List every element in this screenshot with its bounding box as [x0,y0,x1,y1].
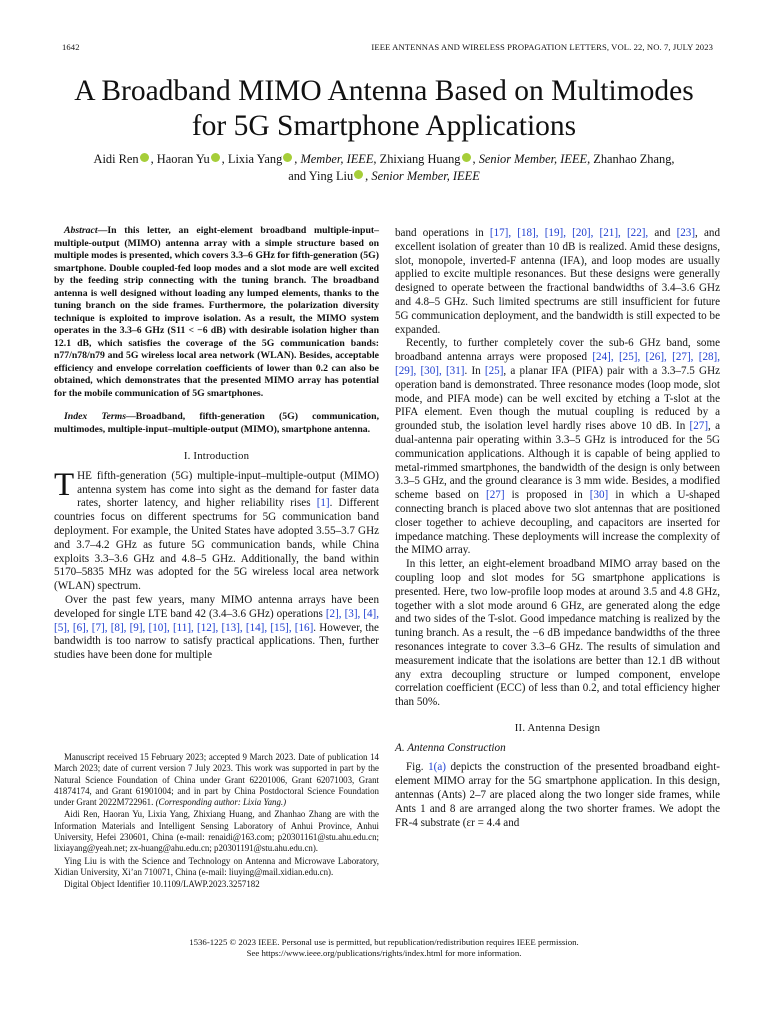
orcid-icon[interactable] [140,153,149,162]
footnote-manuscript: Manuscript received 15 February 2023; accepted 9 March 2023. Date of publication 14 March 2023; date of current version 7 July 2023. This work was supported in part by the Natural Science Foundation of China under Grant 62201006, Grant 62071003, Grant 41874174, and Grant 61901004; and in part by China Postdoctoral Science Foundation under Grant 2022M722961. (Corresponding author: Lixia Yang.) [54,752,379,808]
index-terms-text: —Broadband, fifth-generation (5G) communication, multimodes, multiple-input–multiple-output (MIMO), smartphone antenna. [54,411,380,435]
author-line-2: and Ying Liu , Senior Member, IEEE [288,169,480,183]
citation-link[interactable]: [1] [316,497,330,510]
section-heading-introduction: I. Introduction [183,450,250,462]
title-line-1: A Broadband MIMO Antenna Based on Multimodes [74,75,694,107]
subsection-heading-construction: A. Antenna Construction [395,741,506,754]
author-role: Member, IEEE [300,152,374,166]
intro-paragraph-1: THE fifth-generation (5G) multiple-input–multiple-output (MIMO) antenna system has come into sight as the demand for faster data rates, shorter latency, and higher reliability rises [1]. Different countries focus on different spectrums for 5G communication band deployment. For example, the United States have adopted 3.55–3.7 GHz and 3.7–4.2 GHz as future 5G communication bands, while China exploits 3.3–3.6 GHz and 4.8–5 GHz. Additionally, the band within 5170–5835 MHz was adopted for the 5G wireless local area network (WLAN) spectrum. [54,466,380,593]
citation-link[interactable]: [27] [486,489,505,502]
footnote-affiliation-1: Aidi Ren, Haoran Yu, Lixia Yang, Zhixiang Huang, and Zhanhao Zhang are with the Information Materials and Intelligent Sensing Laboratory of Anhui Province, Anhui University, Hefei 230601, China (e-mail: renaidi@163.com; p20301161@stu.ahu.edu.cn; lixiayang@yeah.net; zx-huang@ahu.edu.cn; p20301191@stu.ahu.edu.cn). [54,809,379,854]
author-role: Senior Member, IEEE [371,169,480,183]
citation-link[interactable]: [30] [589,489,609,502]
footnote-doi: Digital Object Identifier 10.1109/LAWP.2023.3257182 [64,879,260,890]
body-paragraph: Fig. 1(a) depicts the construction of the presented broadband eight-element MIMO array for the 5G smartphone application. In this design, antennas (Ants) 2–7 are placed along the two longer side frames, while Ants 1 and 8 are arranged along the two shorter frames. We adopt the FR-4 substrate (εr = 4.4 and [395,761,720,829]
footnote-affiliation-2: Ying Liu is with the Science and Technology on Antenna and Microwave Laboratory, Xidian University, Xi’an 710071, China (e-mail: liuying@mail.xidian.edu.cn). [54,855,379,877]
author-role: Senior Member, IEEE [478,152,588,166]
footnote-block [54,752,379,892]
figure-link[interactable]: 1(a) [428,761,446,774]
citation-link[interactable]: [24], [25], [26], [27], [28], [29], [30], [31] [395,351,721,377]
citation-link[interactable]: [2], [3], [4], [5], [6], [7], [8], [9], [10], [11], [12], [13], [14], [15], [16] [54,607,379,634]
body-paragraph: In this letter, an eight-element broadband MIMO array based on the coupling loop and slot modes for 5G smartphone applications is presented. Here, two low-profile loop modes at around 3.5 and 4.8 GHz, together with a slot mode around 6 GHz, are generated along the edge and two sides of the T-slot. Good impedance matching is realized by the tuning branch. As a result, the −6 dB impedance bandwidths of the three resonances integrate to cover 3.3–6 GHz. The results of simulation and measurement indicate that the isolations are better than 12.1 dB without any extra decoupling structure or lumped component, envelope correlation coefficient (ECC) of less than 0.2, and total efficiency higher than 50%. [395,558,720,709]
running-header: IEEE ANTENNAS AND WIRELESS PROPAGATION LETTERS, VOL. 22, NO. 7, JULY 2023 [371,42,713,52]
title-line-2: for 5G Smartphone Applications [191,110,577,142]
left-column [54,225,379,663]
author-name: Ying Liu [308,169,354,183]
rights-url-line: See https://www.ieee.org/publications/rights/index.html for more information. [246,948,522,958]
author-name: Aidi Ren [93,152,139,166]
abstract-lead: Abstract [64,225,98,236]
abstract [54,225,379,400]
citation-link[interactable]: [17], [18], [19], [20], [21], [22], [489,227,649,239]
author-name: Zhixiang Huang [379,152,461,166]
section-heading-antenna-design: II. Antenna Design [514,721,601,734]
orcid-icon[interactable] [462,153,471,162]
author-line-1: Aidi Ren , Haoran Yu , Lixia Yang , Member, IEEE, Zhixiang Huang , Senior Member, IEEE, Zhanhao Zhang, [93,152,675,166]
author-name: Zhanhao Zhang, [593,152,675,166]
paper-title [40,74,728,144]
index-terms-lead: Index Terms [64,411,127,422]
page-number: 1642 [62,42,80,52]
orcid-icon[interactable] [211,153,220,162]
orcid-icon[interactable] [283,153,292,162]
body-paragraph: Recently, to further completely cover the sub-6 GHz band, some broadband antenna arrays were proposed [24], [25], [26], [27], [28], [29], [30], [31]. In [25], a planar IFA (PIFA) pair with a 3.3–7.5 GHz operation band is demonstrated. Three resonance modes (loop mode, slot mode, and PIFA mode) can be well excited by etching a T-slot at the PIFA element. Even though the mutual coupling is reduced by a grounded stub, the isolation level hardly rises above 10 dB. In [27], a dual-antenna pair operating within 3.3–5 GHz is introduced for the 5G communication applications. Although it is capable of being applied to metal-rimmed smartphones, the bandwidth of the design is only between 3.3–5 GHz, and the ground clearance is 3 mm wide. Besides, a modified scheme based on [27] is proposed in [30] in which a U-shaped connecting branch is placed above two slot antennas that are positioned closer together to achieve decoupling, and capacitors are inserted for impedance matching. These deployments will increase the complexity of the MIMO array. [395,337,721,557]
intro-paragraph-2: Over the past few years, many MIMO antenna arrays have been developed for single LTE band 42 (3.4–3.6 GHz) operations [2], [3], [4], [5], [6], [7], [8], [9], [10], [11], [12], [13], [14], [15], [16]. However, the bandwidth is too narrow to satisfy practical applications. Then, further studies have been done for multiple [54,593,379,662]
abstract-text: —In this letter, an eight-element broadband multiple-input–multiple-output (MIMO) antenna array with a simple structure based on multiple modes is presented, which covers 3.3–6 GHz for fifth-generation (5G) smartphone. Double coupled-fed loop modes and a slot mode are well excited by the feeding strip connecting with the tuning branch. The broadband antenna is well designed without loading any lumped elements, thanks to the tuning branch on the side frames. Furthermore, the polarization diversity technique is exploited to improve isolation. As a result, the MIMO system operates in the 3.3–6 GHz (S11 < −6 dB) with desirable isolation higher than 12.1 dB, which satisfies the coverage of the 5G communication bands: n77/n78/n79 and 5G wireless local area network (WLAN). Besides, acceptable efficiency and envelope correlation coefficients of lower than 0.2 can also be obtained, which demonstrates that the presented MIMO array has potential for the mobile communication of 5G smartphones. [54,225,379,399]
author-name: Lixia Yang [227,152,283,166]
citation-link[interactable]: [23] [676,227,696,239]
body-paragraph: band operations in [17], [18], [19], [20], [21], [22], and [23], and excellent isolation of greater than 10 dB is realized. Amid these designs, slot, monopole, inverted-F antenna (IFA), and loop modes are usually applied to excite multiple resonances. But these designs were generally designed to operate between the fractional bandwidths of 3.4–3.6 GHz and 4.8–5 GHz. Such limited spectrums are still insufficient for future 5G communication deployment, and the bandwidth is still expected to be expanded. [395,227,720,336]
drop-cap: T [54,466,75,503]
right-column [395,227,720,830]
index-terms [54,411,379,436]
author-list [40,151,728,185]
copyright-line: 1536-1225 © 2023 IEEE. Personal use is permitted, but republication/redistribution requires IEEE permission. [189,937,579,947]
citation-link[interactable]: [25] [484,364,504,377]
copyright-footer [0,937,768,959]
author-name: Haoran Yu [156,152,210,166]
orcid-icon[interactable] [354,170,363,179]
citation-link[interactable]: [27] [689,420,709,433]
